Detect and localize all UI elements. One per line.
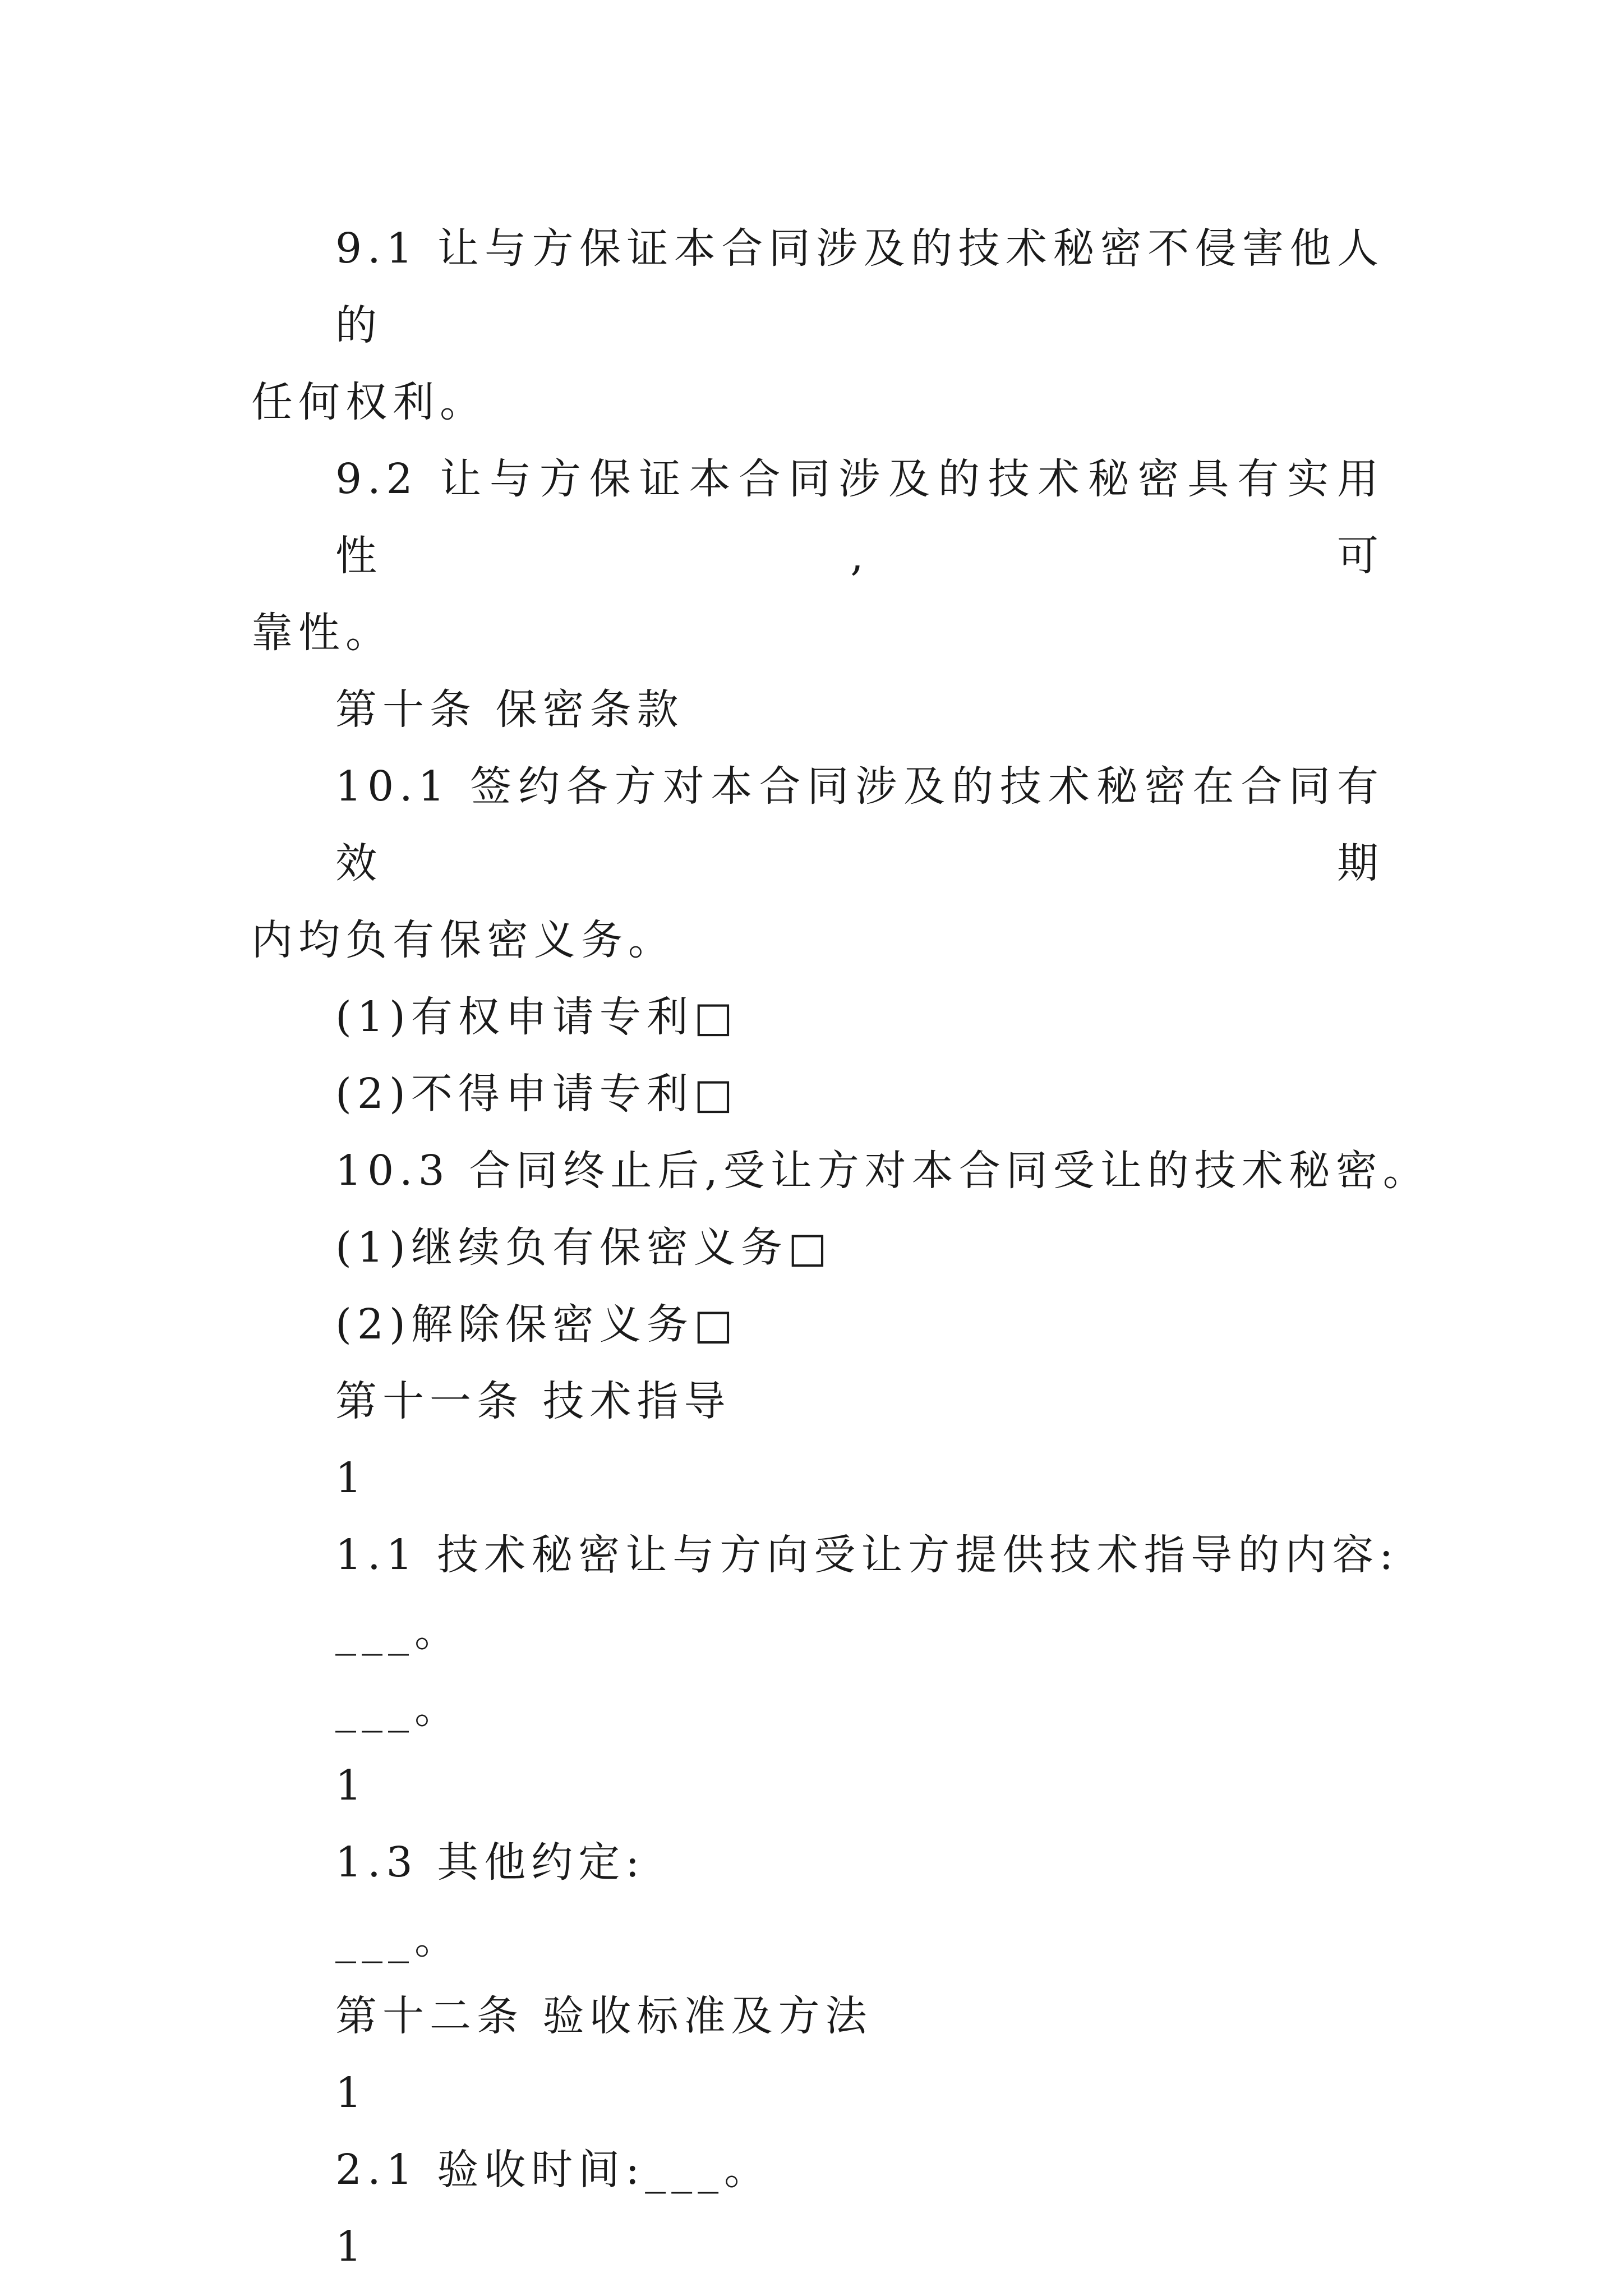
numbered-fragment [251,2055,1384,2132]
paragraph-line: 任何权利。 [251,378,487,426]
option-release-confidentiality [251,1286,1384,1363]
paragraph-line: 1 [335,1761,368,1810]
paragraph-line: 10.3 合同终止后,受让方对本合同受让的技术秘密。 [335,1147,1430,1195]
paragraph-9-2 [251,441,1384,671]
paragraph-1-3 [251,1824,1384,1901]
paragraph-line: ___。 [335,1915,462,1963]
paragraph-line: (2)不得申请专利□ [335,1070,739,1118]
paragraph-line: 9.1 让与方保证本合同涉及的技术秘密不侵害他人的 [335,224,1384,349]
paragraph-line: (1)有权申请专利□ [335,993,739,1041]
article-12-heading [251,1978,1384,2055]
blank-field [251,1901,1384,1978]
paragraph-line: 9.2 让与方保证本合同涉及的技术秘密具有实用性,可 [335,455,1384,580]
paragraph-line: 1 [335,2069,368,2117]
blank-field [251,1671,1384,1747]
paragraph-line: 1.1 技术秘密让与方向受让方提供技术指导的内容: [335,1531,1399,1579]
paragraph-line: (2)解除保密义务□ [335,1300,739,1349]
numbered-fragment [251,1440,1384,1517]
blank-field [251,1594,1384,1671]
numbered-fragment [251,2208,1384,2285]
paragraph-line: 第十二条 验收标准及方法 [335,1992,873,2040]
paragraph-10-1 [251,748,1384,979]
paragraph-line: 1 [335,2223,368,2271]
paragraph-9-1 [251,210,1384,441]
paragraph-line: ___。 [335,1685,462,1733]
paragraph-line: 内均负有保密义务。 [251,916,675,964]
option-may-not-apply-patent [251,1056,1384,1133]
paragraph-line: 1.3 其他约定: [335,1838,645,1887]
paragraph-line: 第十一条 技术指导 [335,1377,731,1425]
paragraph-1-1 [251,1517,1399,1594]
paragraph-line: 第十条 保密条款 [335,685,684,734]
paragraph-line: 1 [335,1454,368,1502]
article-11-heading [251,1363,1384,1440]
paragraph-2-1 [251,2132,1384,2208]
paragraph-10-3 [251,1133,1430,1209]
article-10-heading [251,671,1384,748]
paragraph-line: (1)继续负有保密义务□ [335,1223,833,1272]
document-body [251,210,1430,2285]
option-continue-confidentiality [251,1209,1384,1286]
numbered-fragment [251,1747,1384,1824]
paragraph-line: 10.1 签约各方对本合同涉及的技术秘密在合同有效期 [335,762,1384,887]
paragraph-line: ___。 [335,1608,462,1656]
paragraph-line: 2.1 验收时间:___。 [335,2146,772,2194]
option-may-apply-patent [251,979,1384,1056]
paragraph-line: 靠性。 [251,609,393,657]
